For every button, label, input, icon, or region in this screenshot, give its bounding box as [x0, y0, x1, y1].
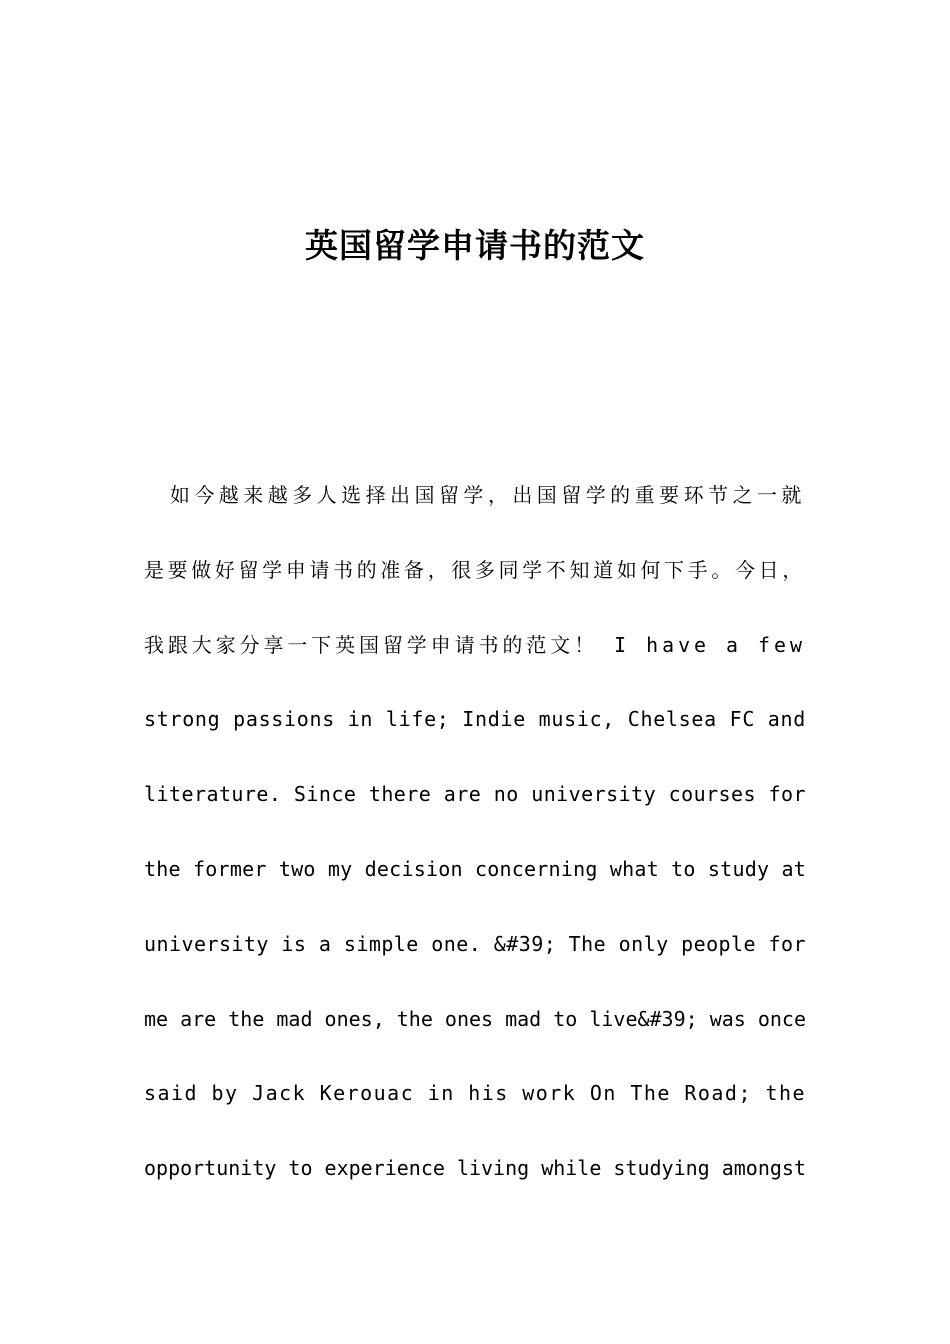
body-line: opportunity to experience living while studying amongst — [144, 1156, 806, 1181]
body-line: 是要做好留学申请书的准备，很多同学不知道如何下手。今日， — [144, 557, 806, 582]
body-line: said by Jack Kerouac in his work On The Road; the — [144, 1081, 806, 1106]
body-line: strong passions in life; Indie music, Chelsea FC and — [144, 707, 806, 732]
body-line: university is a simple one. &#39; The only people for — [144, 931, 806, 956]
body-line: the former two my decision concerning what to study at — [144, 856, 806, 881]
body-line: literature. Since there are no university courses for — [144, 782, 806, 807]
body-line: 如今越来越多人选择出国留学，出国留学的重要环节之一就 — [170, 483, 806, 507]
document-title: 英国留学申请书的范文 — [305, 226, 645, 265]
body-line: 我跟大家分享一下英国留学申请书的范文！ I have a few — [144, 632, 806, 657]
body-line: me are the mad ones, the ones mad to live&#39; was once — [144, 1006, 806, 1031]
document-body — [144, 458, 806, 1206]
